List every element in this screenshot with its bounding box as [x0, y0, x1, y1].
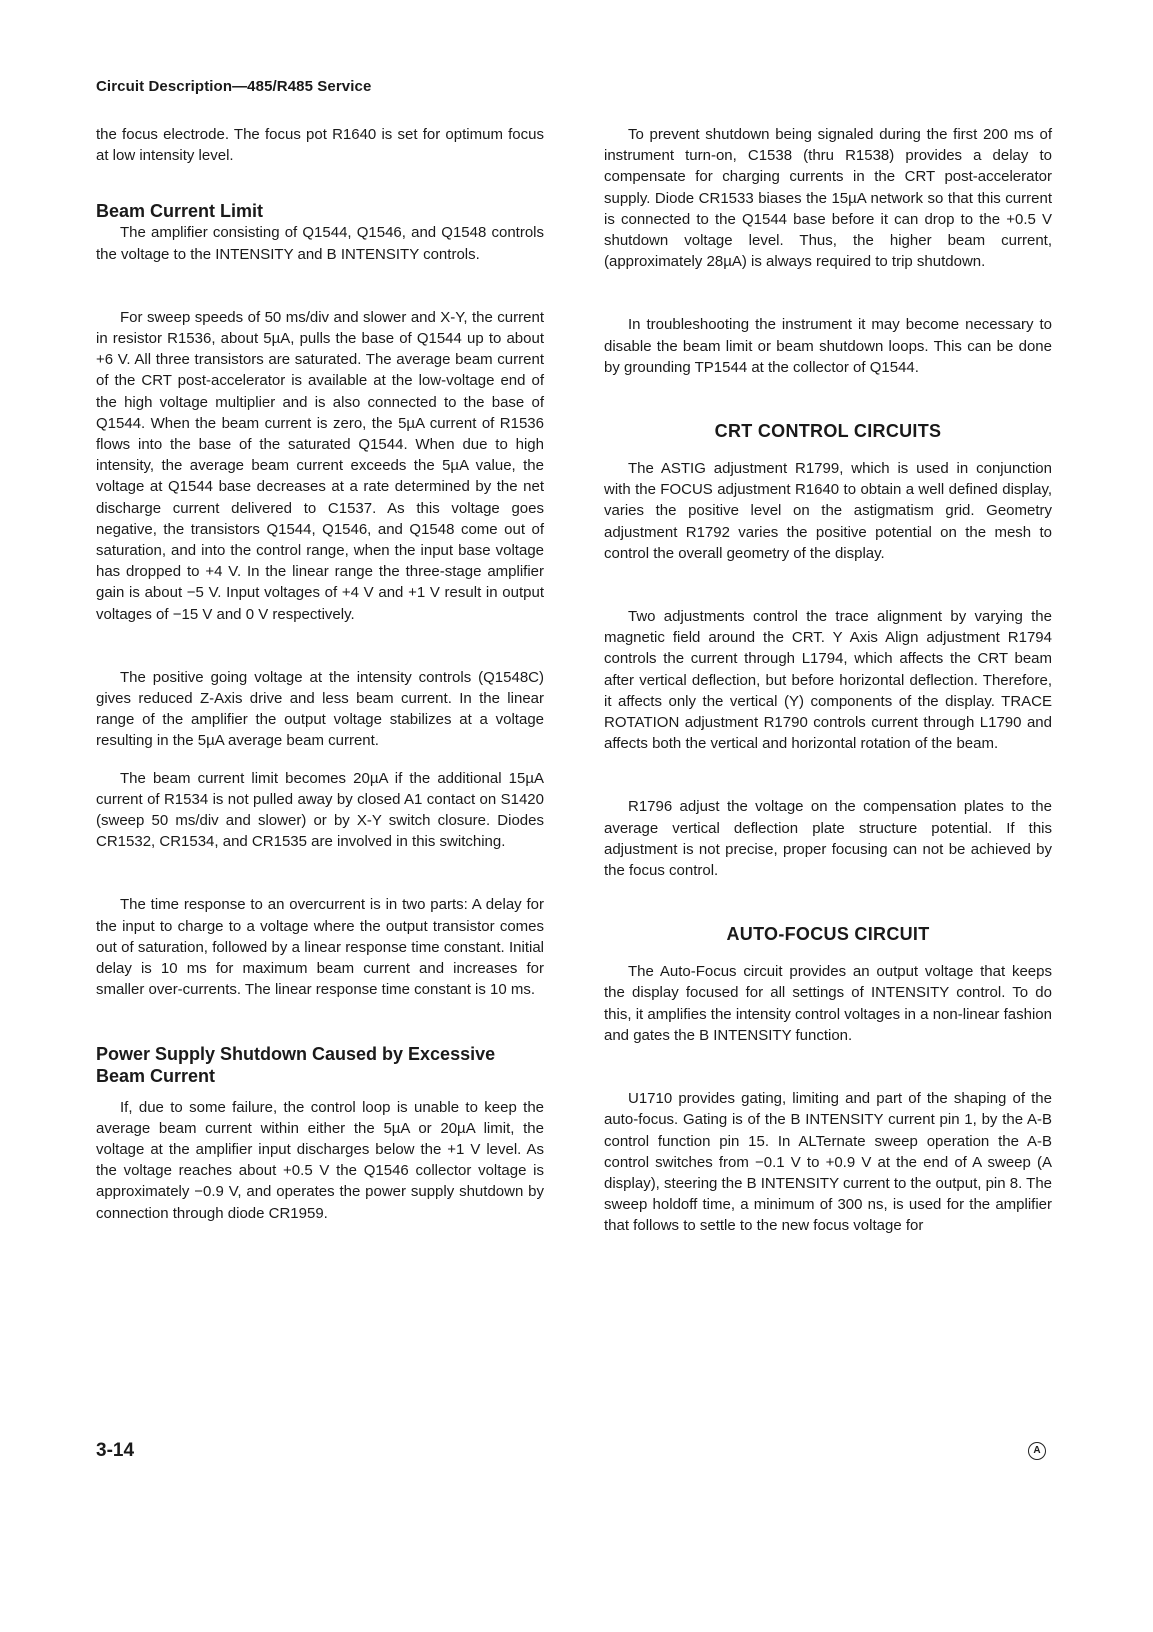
paragraph: The positive going voltage at the intensity controls (Q1548C) gives reduced Z-Axis drive and less beam current. In the linear range of the amplifier the output voltage stabilizes at a voltage resulting in the 5µA average beam current. [96, 668, 544, 750]
left-column [96, 124, 544, 1224]
paragraph: R1796 adjust the voltage on the compensation plates to the average vertical deflection plate structure potential. If this adjustment is not precise, proper focusing can not be achieved by the focus control. [604, 798, 1052, 880]
paragraph: In troubleshooting the instrument it may become necessary to disable the beam limit or beam shutdown loops. This can be done by grounding TP1544 at the collector of Q1544. [604, 316, 1052, 376]
page-number: 3-14 [96, 1440, 135, 1461]
paragraph: To prevent shutdown being signaled during the first 200 ms of instrument turn-on, C1538 (thru R1538) provides a delay to compensate for charging currents in the CRT post-accelerator supply. Diode CR1533 biases the 15µA network so that this current is connected to the Q1544 base before it can drop to the +0.5 V shutdown voltage level. Thus, the higher beam current, (approximately 28µA) is always required to trip shutdown. [604, 126, 1052, 271]
paragraph: The time response to an overcurrent is in two parts: A delay for the input to charge to a voltage where the output transistor comes out of saturation, followed by a linear response time constant. Initial delay is 10 ms for maximum beam current and increases for smaller over-currents. The linear response time constant is 10 ms. [96, 896, 544, 999]
paragraph: the focus electrode. The focus pot R1640 is set for optimum focus at low intensity level. [96, 126, 544, 165]
section-heading-power-supply-shutdown: Power Supply Shutdown Caused by Excessive Beam Current [96, 1043, 496, 1086]
paragraph: The beam current limit becomes 20µA if the additional 15µA current of R1534 is not pulled away by closed A1 contact on S1420 (sweep 50 ms/div and slower) or by X-Y switch closure. Diodes CR1532, CR1534, and CR1535 are involved in this switching. [96, 769, 544, 851]
paragraph: The Auto-Focus circuit provides an output voltage that keeps the display focused for all settings of INTENSITY control. To do this, it amplifies the intensity control voltages in a non-linear fashion and gates the B INTENSITY function. [604, 963, 1052, 1044]
section-heading-beam-current-limit: Beam Current Limit [96, 201, 264, 222]
paragraph: For sweep speeds of 50 ms/div and slower and X-Y, the current in resistor R1536, about 5µA, pulls the base of Q1544 up to about +6 V. All three transistors are saturated. The average beam current of the CRT post-accelerator is available at the low-voltage end of the high voltage multiplier and is also connected to the base of Q1544. When the beam current is zero, the 5µA current of R1536 flows into the base of the saturated Q1544. When due to high intensity, the average beam current exceeds the 5µA value, the voltage at Q1544 base decreases at a rate determined by the net discharge current delivered to C1537. As this voltage goes negative, the transistors Q1544, Q1546, and Q1548 come out of saturation, and into the control range, when the input base voltage has dropped to +4 V. In the linear range the three-stage amplifier gain is about −5 V. Input voltages of +4 V and +1 V result in output voltages of −15 V and 0 V respectively. [96, 308, 544, 623]
right-column [604, 124, 1052, 1237]
paragraph: The ASTIG adjustment R1799, which is used in conjunction with the FOCUS adjustment R1640 to obtain a well defined display, varies the positive level on the astigmatism grid. Geometry adjustment R1792 varies the positive potential on the mesh to control the overall geometry of the display. [604, 460, 1052, 562]
paragraph: If, due to some failure, the control loop is unable to keep the average beam current within either the 5µA or 20µA limit, the voltage at the amplifier input discharges below the +1 V level. As the voltage reaches about +0.5 V the Q1546 collector voltage is approximately −0.9 V, and operates the power supply shutdown by connection through diode CR1959. [96, 1098, 544, 1222]
paragraph: Two adjustments control the trace alignment by varying the magnetic field around the CRT. Y Axis Align adjustment R1794 controls the current through L1794, which affects the CRT beam after vertical deflection, but before horizontal deflection. Therefore, it affects only the vertical (Y) components of the display. TRACE ROTATION adjustment R1790 controls current through L1790 and affects both the vertical and horizontal rotation of the beam. [604, 608, 1052, 753]
running-header: Circuit Description—485/R485 Service [96, 78, 372, 95]
revision-mark-icon: A [1028, 1442, 1046, 1460]
paragraph: The amplifier consisting of Q1544, Q1546, and Q1548 controls the voltage to the INTENSITY and B INTENSITY controls. [96, 224, 544, 263]
paragraph: U1710 provides gating, limiting and part of the shaping of the auto-focus. Gating is of the B INTENSITY current pin 1, by the A-B control function pin 15. In ALTernate sweep operation the A-B control switches from −0.1 V to +0.9 V at the end of A sweep (A display), steering the B INTENSITY current to the output, pin 8. The sweep holdoff time, a minimum of 300 ns, is used for the amplifier that follows to settle to the new focus voltage for [604, 1090, 1053, 1235]
section-heading-auto-focus-circuit: AUTO-FOCUS CIRCUIT [726, 924, 930, 945]
section-heading-crt-control-circuits: CRT CONTROL CIRCUITS [714, 421, 942, 442]
